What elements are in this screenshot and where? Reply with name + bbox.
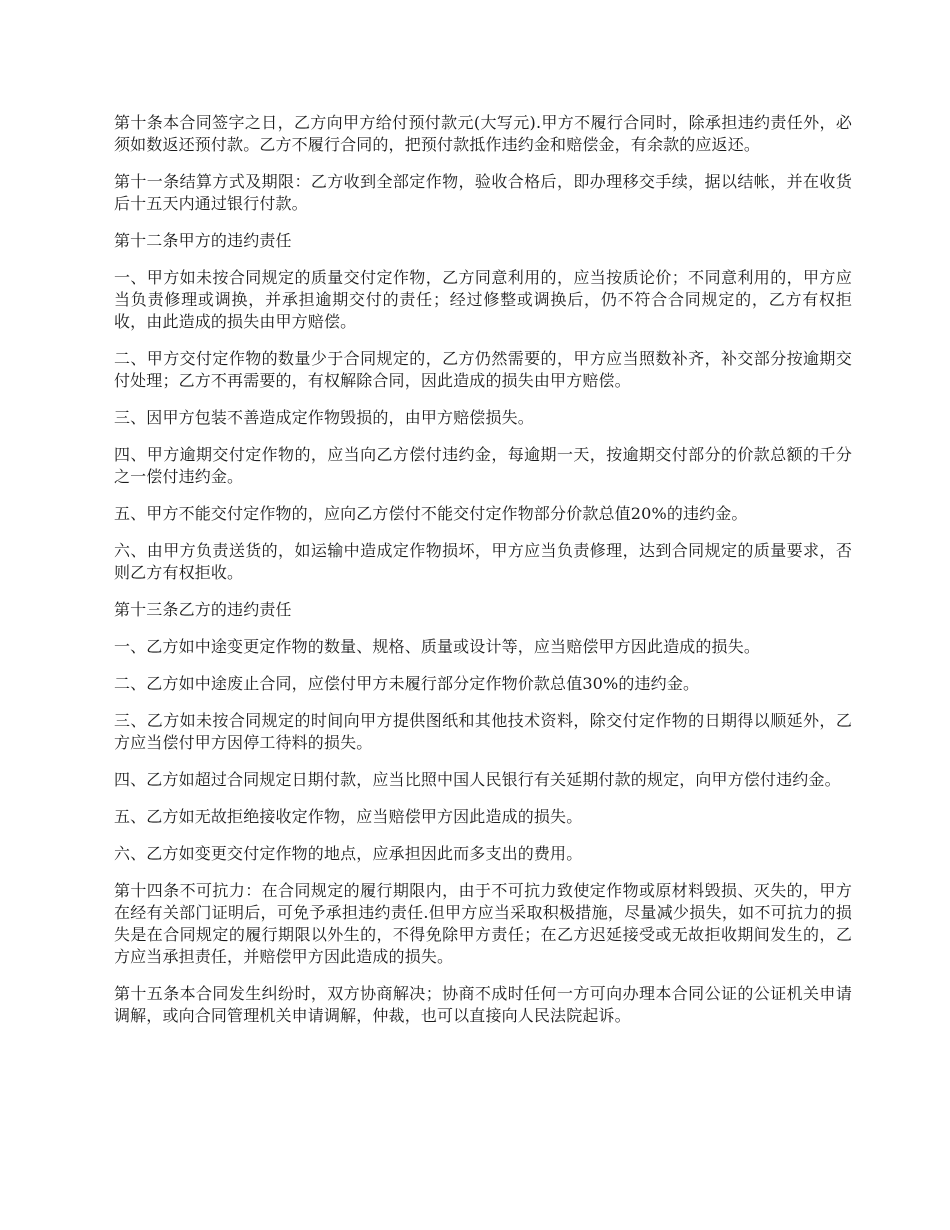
clause-12-item-3: 三、因甲方包装不善造成定作物毁损的，由甲方赔偿损失。 <box>114 408 534 427</box>
clause-13-item-2: 二、乙方如中途废止合同，应偿付甲方未履行部分定作物价款总值30%的违约金。 <box>114 674 700 693</box>
clause-12-heading: 第十二条甲方的违约责任 <box>114 231 292 250</box>
clause-13-item-3: 三、乙方如未按合同规定的时间向甲方提供图纸和其他技术资料，除交付定作物的日期得以顺延外，乙方应当偿付甲方因停工待料的损失。 <box>114 711 852 752</box>
clause-13-heading: 第十三条乙方的违约责任 <box>114 600 292 619</box>
clause-11-settlement: 第十一条结算方式及期限：乙方收到全部定作物，验收合格后，即办理移交手续，据以结帐，并在收货后十五天内通过银行付款。 <box>114 172 852 213</box>
clause-12-item-5: 五、甲方不能交付定作物的，应向乙方偿付不能交付定作物部分价款总值20%的违约金。 <box>114 504 748 523</box>
clause-12-item-6: 六、由甲方负责送货的，如运输中造成定作物损坏，甲方应当负责修理，达到合同规定的质量要求，否则乙方有权拒收。 <box>114 541 852 582</box>
clause-14-force-majeure: 第十四条不可抗力：在合同规定的履行期限内，由于不可抗力致使定作物或原材料毁损、灭失的，甲方在经有关部门证明后，可免予承担违约责任.但甲方应当采取积极措施，尽量减少损失，如不可抗力的损失是在合同规定的履行期限以外生的，不得免除甲方责任；在乙方迟延接受或无故拒收期间发生的，乙方应当承担责任，并赔偿甲方因此造成的损失。 <box>114 881 852 966</box>
clause-13-item-4: 四、乙方如超过合同规定日期付款，应当比照中国人民银行有关延期付款的规定，向甲方偿付违约金。 <box>114 770 841 789</box>
clause-13-item-1: 一、乙方如中途变更定作物的数量、规格、质量或设计等，应当赔偿甲方因此造成的损失。 <box>114 637 761 656</box>
clause-12-item-2: 二、甲方交付定作物的数量少于合同规定的，乙方仍然需要的，甲方应当照数补齐，补交部分按逾期交付处理；乙方不再需要的，有权解除合同，因此造成的损失由甲方赔偿。 <box>114 349 852 390</box>
clause-13-item-5: 五、乙方如无故拒绝接收定作物，应当赔偿甲方因此造成的损失。 <box>114 807 583 826</box>
clause-12-item-4: 四、甲方逾期交付定作物的，应当向乙方偿付违约金，每逾期一天，按逾期交付部分的价款总额的千分之一偿付违约金。 <box>114 445 852 486</box>
clause-10-prepayment: 第十条本合同签字之日，乙方向甲方给付预付款元(大写元).甲方不履行合同时，除承担违约责任外，必须如数返还预付款。乙方不履行合同的，把预付款抵作违约金和赔偿金，有余款的应返还。 <box>114 113 852 154</box>
clause-15-disputes: 第十五条本合同发生纠纷时，双方协商解决；协商不成时任何一方可向办理本合同公证的公证机关申请调解，或向合同管理机关申请调解，仲裁，也可以直接向人民法院起诉。 <box>114 984 852 1025</box>
clause-12-item-1: 一、甲方如未按合同规定的质量交付定作物，乙方同意利用的，应当按质论价；不同意利用的，甲方应当负责修理或调换，并承担逾期交付的责任；经过修整或调换后，仍不符合合同规定的，乙方有权拒收，由此造成的损失由甲方赔偿。 <box>114 268 852 331</box>
document-body <box>114 112 852 1042</box>
clause-13-item-6: 六、乙方如变更交付定作物的地点，应承担因此而多支出的费用。 <box>114 844 583 863</box>
